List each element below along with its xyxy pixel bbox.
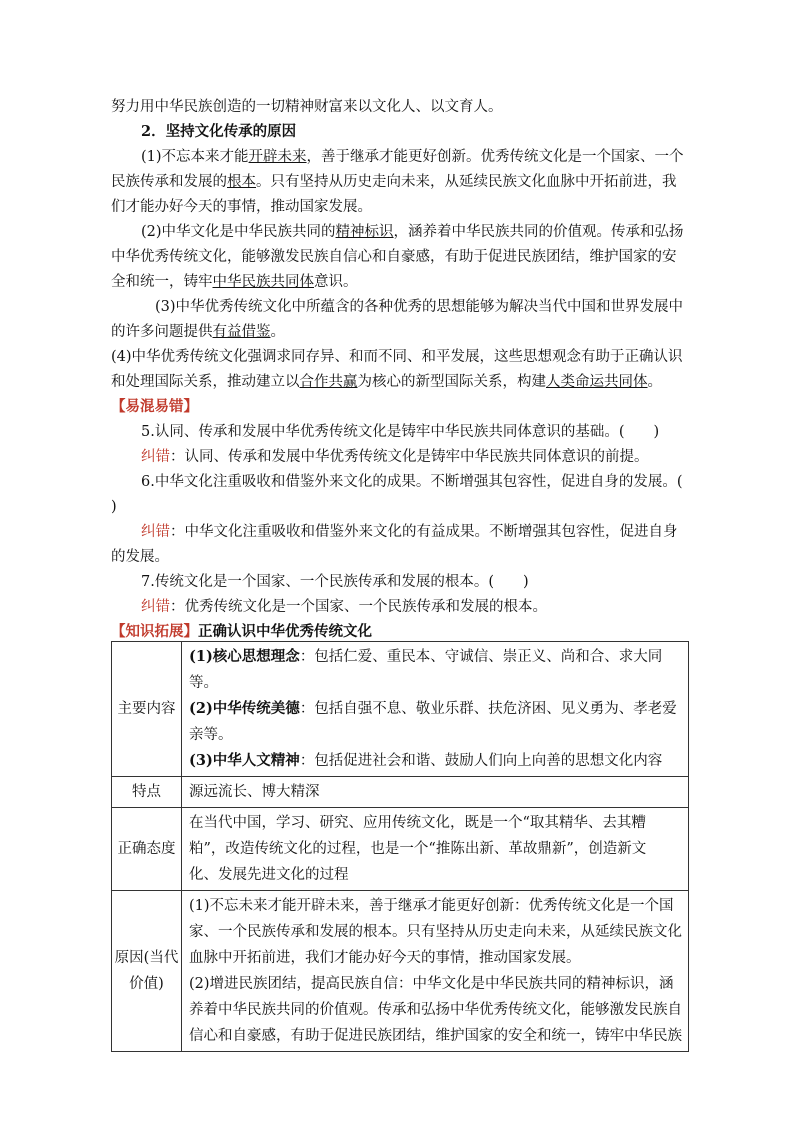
text-span: ：中华文化注重吸收和借鉴外来文化的有益成果。不断增强其包容性，促进自身 (170, 524, 678, 540)
question-6-cont: ) (111, 499, 117, 515)
text-span: ，涵养着中华民族共同的价值观。传承和弘扬 (393, 224, 684, 240)
correction-tag: 纠错 (141, 599, 170, 615)
text-span: ：优秀传统文化是一个国家、一个民族传承和发展的根本。 (170, 599, 547, 615)
correction-7 (141, 597, 547, 617)
section-heading: 2．坚持文化传承的原因 (141, 123, 297, 140)
text-line (111, 372, 662, 392)
correction-tag: 纠错 (141, 449, 170, 465)
underlined-keyword: 中华民族共同体 (212, 274, 314, 290)
knowledge-table (111, 641, 689, 1052)
text-span: 和处理国际关系，推动建立以 (111, 374, 300, 390)
cell-line: 源远流长、博大精深 (189, 784, 320, 800)
row-label-features: 特点 (112, 777, 182, 808)
table-row (112, 777, 689, 808)
text-line: (4)中华优秀传统文化强调求同存异、和而不同、和平发展，这些思想观念有助于正确认识 (111, 349, 683, 365)
cell-line: 原因(当代 (114, 950, 179, 966)
question-7: 7.传统文化是一个国家、一个民族传承和发展的根本。( ) (141, 574, 529, 590)
text-span: 的许多问题提供 (111, 324, 213, 340)
cell-line: (1)不忘未来才能开辟未来，善于继承才能更好创新：优秀传统文化是一个国 (189, 898, 674, 914)
cell-line: 在当代中国，学习、研究、应用传统文化，既是一个“取其精华、去其糟 (189, 815, 646, 831)
table-row (112, 808, 689, 891)
text-line (141, 147, 684, 167)
zhishi-subtitle: 正确认识中华优秀传统文化 (198, 623, 372, 640)
cell-line: 化、发展先进文化的过程 (189, 867, 349, 883)
row-content-main-content (182, 642, 689, 777)
text-span: 全和统一，铸牢 (111, 274, 213, 290)
zhishi-tag: 【知识拓展】 (111, 623, 198, 640)
zhishi-section-title (111, 622, 372, 642)
underlined-keyword: 根本 (227, 174, 256, 190)
row-content-reasons (182, 891, 689, 1052)
correction-6 (141, 522, 678, 542)
cell-line: 养着中华民族共同的价值观。传承和弘扬中华优秀传统文化，能够激发民族自 (189, 1002, 682, 1018)
text-span: ：包括自强不息、敬业乐群、扶危济困、见义勇为、孝老爱 (299, 701, 677, 717)
underlined-keyword: 开辟未来 (248, 149, 307, 165)
table-row (112, 891, 689, 1052)
text-span: 。 (270, 324, 285, 340)
underlined-keyword: 精神标识 (335, 224, 394, 240)
text-span: ，善于继承才能更好创新。优秀传统文化是一个国家、一个 (306, 149, 684, 165)
correction-5 (141, 447, 649, 467)
row-label-attitude: 正确态度 (112, 808, 182, 891)
text-line: 中华优秀传统文化，能够激发民族自信心和自豪感，有助于促进民族团结，维护国家的安 (111, 249, 677, 265)
text-span: ：包括促进社会和谐、鼓励人们向上向善的思想文化内容 (299, 753, 663, 769)
correction-tag: 纠错 (141, 524, 170, 540)
text-span: 为核心的新型国际关系，构建 (357, 374, 546, 390)
cell-line: 粕”，改造传统文化的过程，也是一个“推陈出新、革故鼎新”，创造新文 (189, 841, 647, 857)
table-row (112, 642, 689, 777)
cell-line: 家、一个民族传承和发展的根本。只有坚持从历史走向未来，从延续民族文化 (189, 924, 682, 940)
cell-line: 亲等。 (189, 727, 233, 743)
bold-term: (1)核心思想理念 (189, 648, 300, 665)
text-span: ：认同、传承和发展中华优秀传统文化是铸牢中华民族共同体意识的前提。 (170, 449, 649, 465)
yihun-section-title: 【易混易错】 (111, 398, 198, 415)
text-line: 努力用中华民族创造的一切精神财富来以文化人、以文育人。 (111, 99, 503, 115)
text-line: (3)中华优秀传统文化中所蕴含的各种优秀的思想能够为解决当代中国和世界发展中 (155, 299, 684, 315)
underlined-keyword: 有益借鉴 (212, 324, 271, 340)
question-6: 6.中华文化注重吸收和借鉴外来文化的成果。不断增强其包容性，促进自身的发展。( (141, 474, 683, 490)
text-line: 们才能办好今天的事情，推动国家发展。 (111, 199, 372, 215)
text-line (141, 222, 684, 242)
text-span: 意识。 (314, 274, 358, 290)
bold-term: (2)中华传统美德 (189, 700, 300, 717)
text-line (111, 272, 358, 292)
underlined-keyword: 合作共赢 (299, 374, 358, 390)
question-5: 5.认同、传承和发展中华优秀传统文化是铸牢中华民族共同体意识的基础。( ) (141, 424, 660, 440)
cell-line: (2)增进民族团结，提高民族自信：中华文化是中华民族共同的精神标识，涵 (189, 976, 674, 992)
text-span: 。只有坚持从历史走向未来，从延续民族文化血脉中开拓前进，我 (256, 174, 677, 190)
row-label-reasons (112, 891, 182, 1052)
bold-term: (3)中华人文精神 (189, 752, 300, 769)
text-line (111, 322, 285, 342)
text-span: ：包括仁爱、重民本、守诚信、崇正义、尚和合、求大同 (299, 649, 663, 665)
row-content-features (182, 777, 689, 808)
text-span: 民族传承和发展的 (111, 174, 227, 190)
text-span: 。 (647, 374, 662, 390)
row-content-attitude (182, 808, 689, 891)
text-span: (1)不忘本来才能 (141, 149, 249, 165)
underlined-keyword: 人类命运共同体 (546, 374, 648, 390)
row-label-main-content: 主要内容 (112, 642, 182, 777)
cell-line: 血脉中开拓前进，我们才能办好今天的事情，推动国家发展。 (189, 950, 581, 966)
cell-line: 价值) (129, 976, 164, 992)
text-line (111, 172, 677, 192)
correction-6-cont: 的发展。 (111, 549, 169, 565)
cell-line: 信心和自豪感，有助于促进民族团结，维护国家的安全和统一，铸牢中华民族 (189, 1028, 682, 1044)
cell-line (189, 748, 682, 774)
cell-line (189, 696, 682, 722)
cell-line: 等。 (189, 675, 218, 691)
cell-line (189, 644, 682, 670)
text-span: (2)中华文化是中华民族共同的 (141, 224, 336, 240)
